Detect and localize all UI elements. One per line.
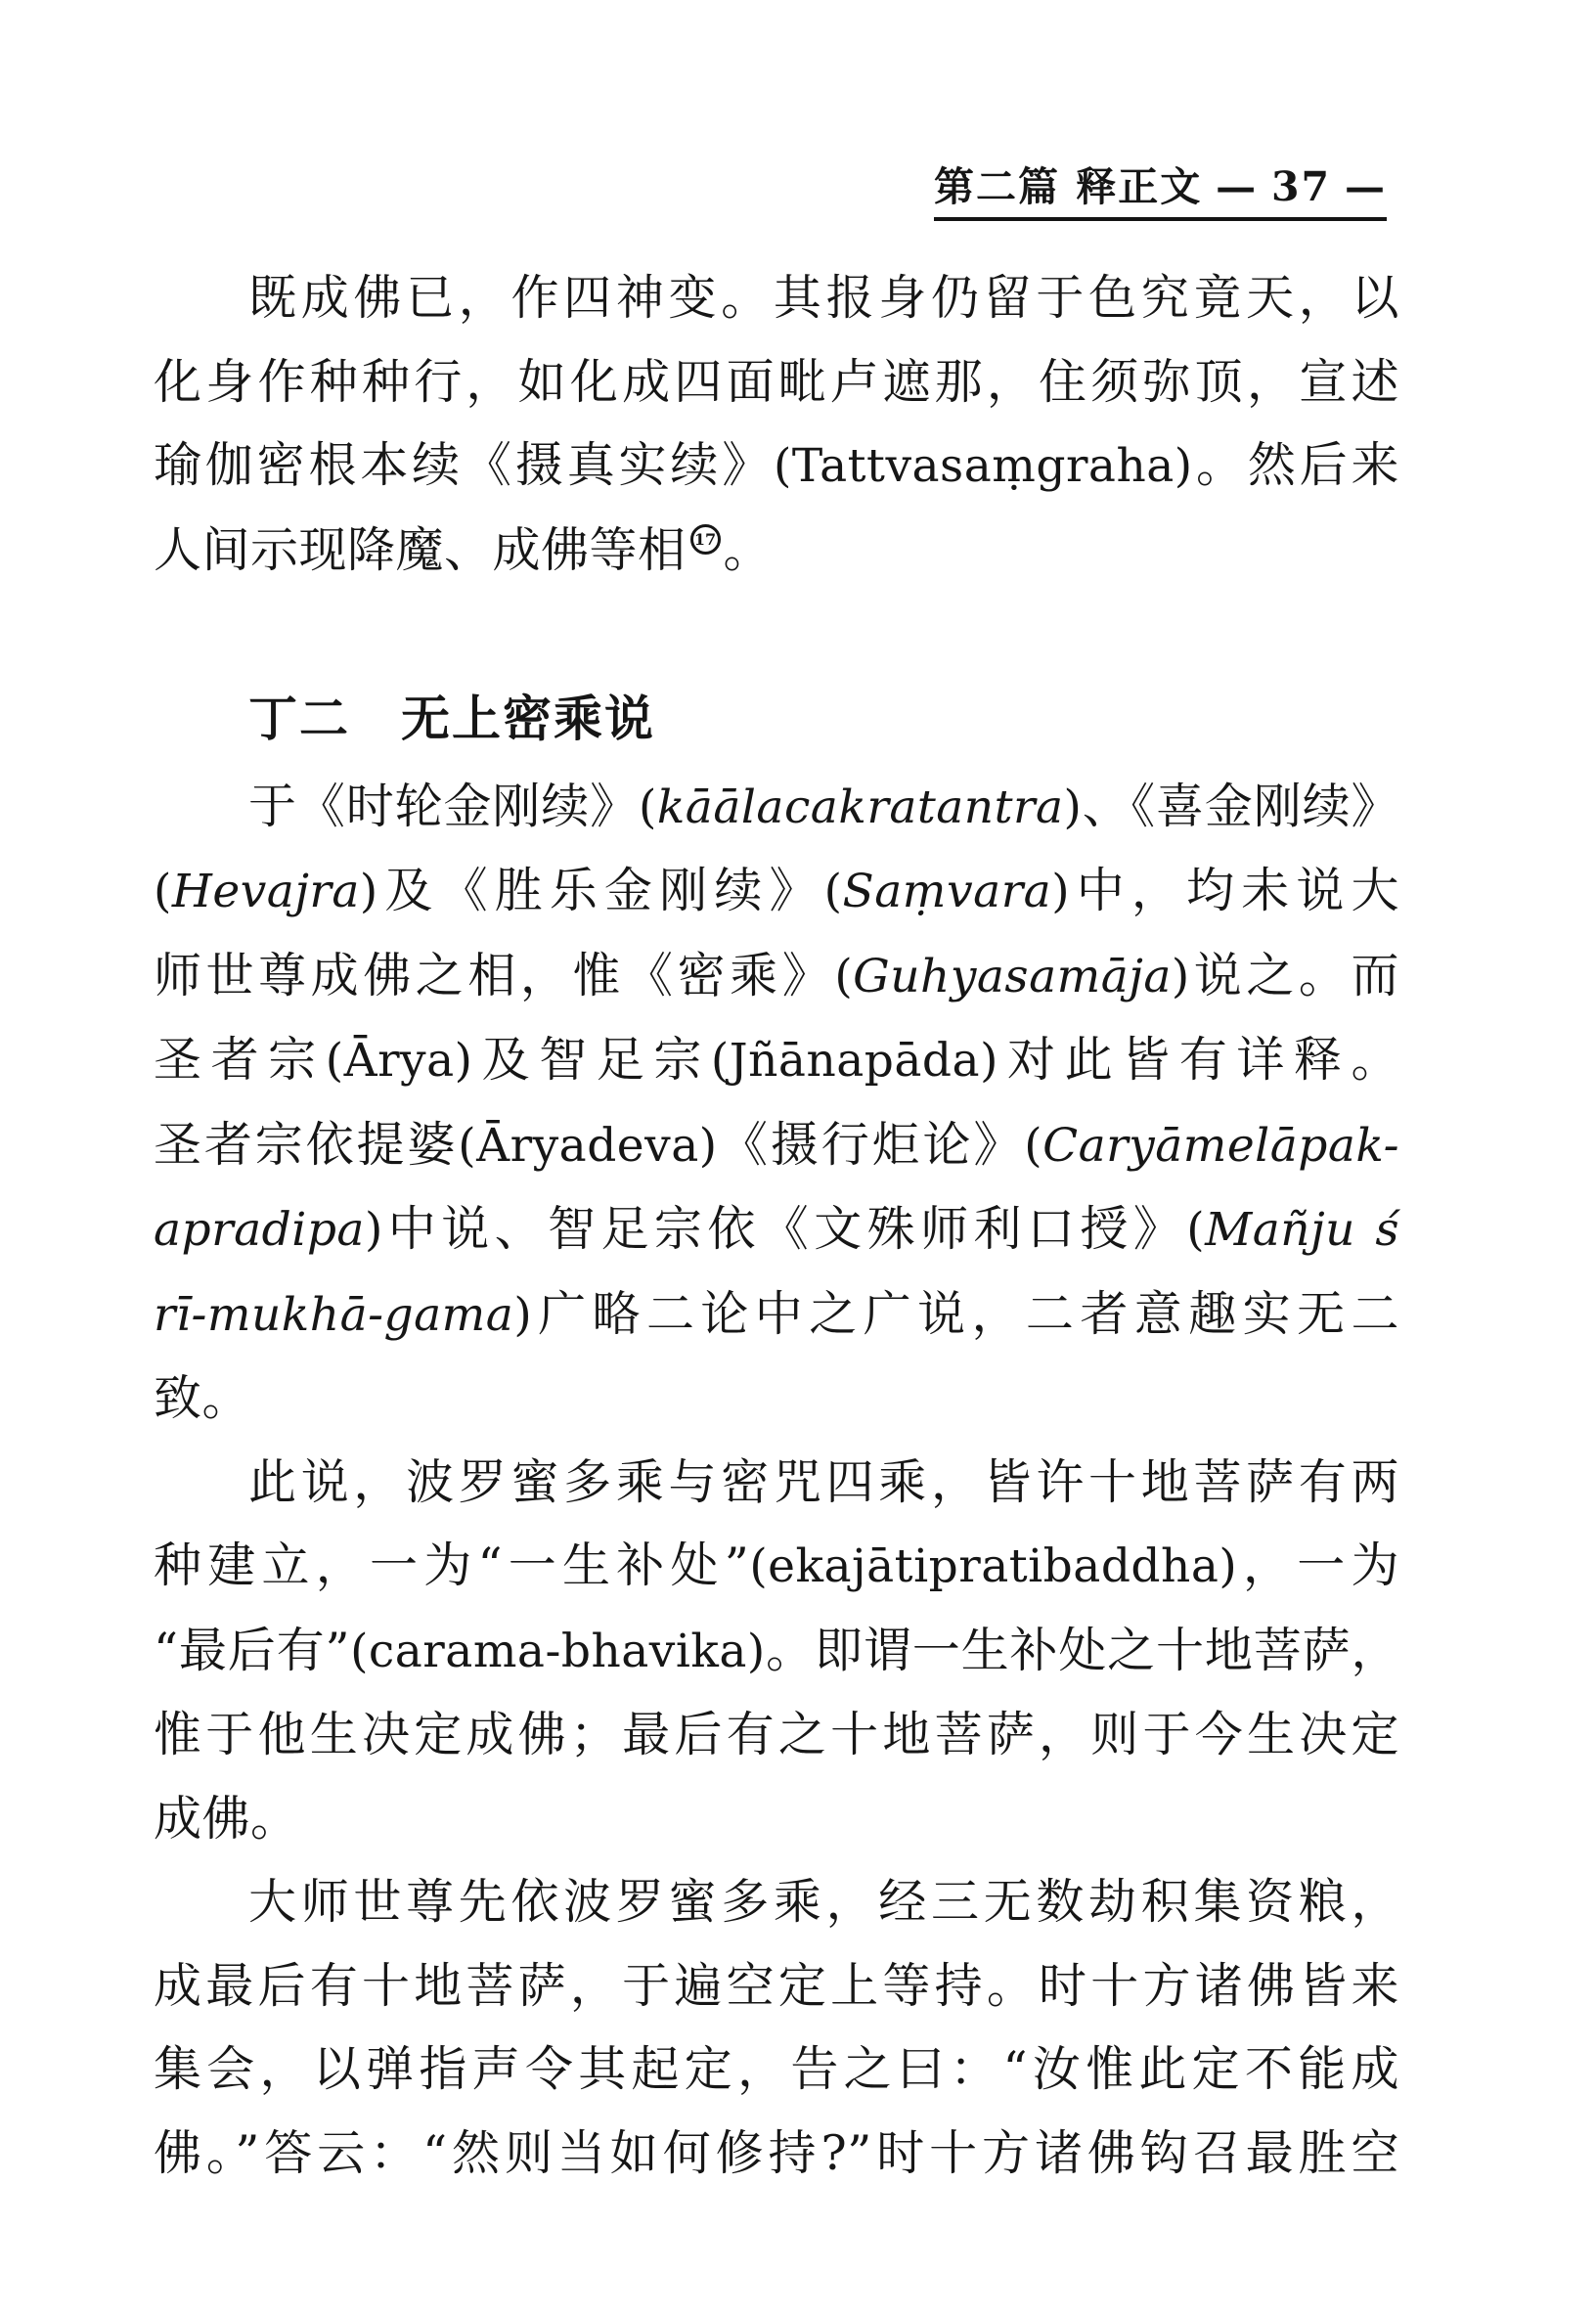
text-line (154, 1103, 1399, 1188)
text-line (154, 1018, 1399, 1103)
text-run: 。 (723, 521, 773, 578)
text-run: ) (1171, 949, 1190, 1003)
text-run: apradipa (154, 1203, 365, 1257)
text-run: 广略二论中之广说，二者意趣实无二 (532, 1285, 1399, 1342)
text-run: 。然后来 (1192, 437, 1399, 493)
text-line (154, 934, 1399, 1019)
text-run: 化身作种种行，如化成四面毗卢遮那，住须弥顶，宣述 (154, 353, 1399, 410)
text-run: 圣者宗依提婆 (154, 1116, 459, 1173)
text-line (154, 1609, 1399, 1694)
text-run: 说之。而 (1189, 947, 1399, 1003)
running-header-title: 第二篇 释正文 (934, 163, 1203, 210)
page-number: 37 (1271, 163, 1332, 210)
text-line (154, 340, 1399, 424)
text-run: 集会，以弹指声令其起定，告之曰：“汝惟此定不能成 (154, 2041, 1399, 2097)
header-dash-right: — (1344, 163, 1387, 210)
text-line (154, 2027, 1399, 2112)
text-run: (ekajātipratibaddha) (749, 1539, 1238, 1593)
text-run: 。即谓一生补处之十地菩萨， (765, 1622, 1399, 1678)
text-line (154, 509, 1399, 593)
text-line (154, 1860, 1399, 1944)
text-line (154, 1944, 1399, 2028)
text-run: ( (154, 865, 172, 918)
text-run: (Jñānapāda) (710, 1034, 998, 1088)
text-run: 此说，波罗蜜多乘与密咒四乘，皆许十地菩萨有两 (248, 1453, 1399, 1510)
text-run: (Tattvasaṃgraha) (774, 439, 1193, 493)
text-run: 惟于他生决定成佛；最后有之十地菩萨，则于今生决定 (154, 1707, 1399, 1762)
section-heading: 丁二 无上密乘说 (248, 691, 655, 747)
text-run: ( (638, 780, 657, 834)
text-run: “最后有” (154, 1622, 351, 1678)
text-line (154, 1187, 1399, 1272)
text-run: 大师世尊先依波罗蜜多乘，经三无数劫积集资粮， (248, 1874, 1399, 1930)
text-run: 人间示现降魔、成佛等相 (154, 521, 687, 578)
text-run: ) (1063, 780, 1083, 834)
text-run: ) (359, 865, 378, 918)
text-run: 及《胜乐金刚续》 (377, 863, 824, 918)
text-line (154, 1357, 1399, 1441)
text-run: 成佛。 (154, 1790, 299, 1847)
text-run: 及智足宗 (472, 1032, 711, 1088)
text-run: Caryāmelāpak- (1042, 1118, 1399, 1173)
text-run: Hevajra (171, 865, 360, 918)
text-run: Mañju ś (1205, 1203, 1399, 1257)
text-run: 种建立，一为“一生补处” (154, 1537, 750, 1593)
text-run: 佛。”答云：“然则当如何修持?”时十方诸佛钩召最胜空 (154, 2124, 1399, 2181)
text-run: 《摄行炬论》 (717, 1116, 1025, 1173)
running-header (934, 164, 1387, 221)
text-line (154, 765, 1399, 850)
footnote-ref: 17 (690, 524, 721, 555)
text-run: Saṃvara (842, 865, 1052, 918)
text-line (154, 1524, 1399, 1609)
text-run: ( (1186, 1203, 1206, 1257)
text-run: 成最后有十地菩萨，于遍空定上等持。时十方诸佛皆来 (154, 1957, 1399, 2014)
text-line (154, 1693, 1399, 1777)
text-run: 师世尊成佛之相，惟《密乘》 (154, 947, 835, 1003)
text-run: ) (513, 1287, 533, 1342)
text-run: rī-mukhā-gama (154, 1287, 514, 1342)
text-run: 于《时轮金刚续》 (248, 778, 639, 834)
header-dash-left: — (1216, 163, 1259, 210)
text-run: 既成佛已，作四神变。其报身仍留于色究竟天，以 (248, 270, 1399, 326)
text-run: ) (1051, 865, 1071, 918)
text-line (154, 256, 1399, 340)
text-run: ( (823, 865, 843, 918)
text-line (154, 423, 1399, 509)
text-line (154, 2112, 1399, 2196)
text-run: 中，均未说大 (1070, 863, 1399, 918)
text-run: ，一为 (1237, 1537, 1399, 1593)
text-run: kāālacakratantra (656, 780, 1064, 834)
text-run: (carama-bhavika) (350, 1624, 766, 1678)
text-line (154, 1272, 1399, 1358)
text-run: 对此皆有详释。 (998, 1032, 1399, 1088)
text-run: 中说、智足宗依《文殊师利口授》 (382, 1201, 1187, 1257)
text-run: 致。 (154, 1370, 251, 1426)
text-run: 瑜伽密根本续《摄真实续》 (154, 437, 775, 493)
text-line (154, 1441, 1399, 1525)
text-run: Guhyasamāja (853, 949, 1172, 1003)
text-run: ( (1024, 1118, 1043, 1173)
text-run: 圣者宗 (154, 1032, 326, 1088)
text-line (154, 1777, 1399, 1861)
text-line (154, 849, 1399, 934)
text-run: (Āryadeva) (458, 1118, 718, 1173)
page-body (154, 256, 1399, 2195)
text-run: 、《喜金刚续》 (1082, 778, 1399, 834)
text-run: (Ārya) (325, 1034, 473, 1088)
text-run: ) (364, 1203, 383, 1257)
text-run: ( (834, 949, 854, 1003)
